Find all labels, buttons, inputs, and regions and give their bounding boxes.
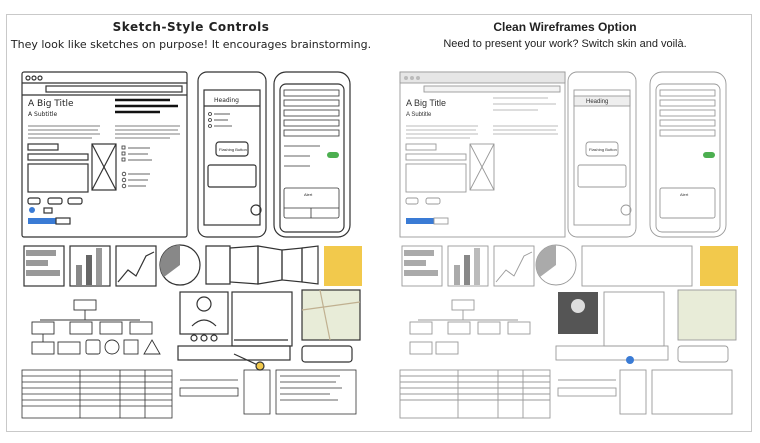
browser-mockup-clean: [400, 72, 565, 237]
map-block: [302, 290, 360, 362]
media-block: [178, 292, 292, 370]
phone-mockup-2: [274, 72, 350, 237]
phone-mockup-1: [198, 72, 266, 237]
sketch-panel-subtitle: They look like sketches on purpose! It encourages brainstorming.: [10, 38, 372, 51]
chart-row: [24, 245, 362, 286]
dialog-title: Alert: [304, 192, 313, 197]
phone-mockup-clean-2: [650, 72, 726, 237]
bottom-widgets: [22, 370, 356, 418]
sketch-collage: [20, 70, 370, 425]
bottom-widgets-clean: [400, 370, 732, 418]
phone-heading-clean: Heading: [586, 99, 609, 105]
clean-panel-subtitle: Need to present your work? Switch skin and voilà.: [443, 38, 687, 50]
sitemap-diagram: [32, 300, 160, 354]
phone-heading: Heading: [214, 97, 239, 104]
chart-row-clean: [402, 245, 738, 286]
clean-collage: [398, 70, 744, 425]
popup-button-label-clean: Flashing Button: [589, 147, 617, 152]
dialog-title-clean: Alert: [680, 192, 689, 197]
media-block-clean: [556, 292, 668, 364]
popup-button-label: Flashing Button: [219, 147, 247, 152]
phone-mockup-clean-1: [568, 72, 636, 237]
browser-subtitle-clean: A Subtitle: [406, 112, 432, 118]
browser-title-clean: A Big Title: [406, 98, 447, 108]
sketch-panel-title: Sketch-Style Controls: [112, 20, 270, 34]
browser-title: A Big Title: [28, 99, 74, 109]
map-block-clean: [678, 290, 736, 362]
sitemap-diagram-clean: [410, 300, 530, 354]
clean-panel-title: Clean Wireframes Option: [493, 20, 637, 34]
browser-mockup: [22, 72, 187, 237]
browser-subtitle: A Subtitle: [28, 111, 58, 118]
